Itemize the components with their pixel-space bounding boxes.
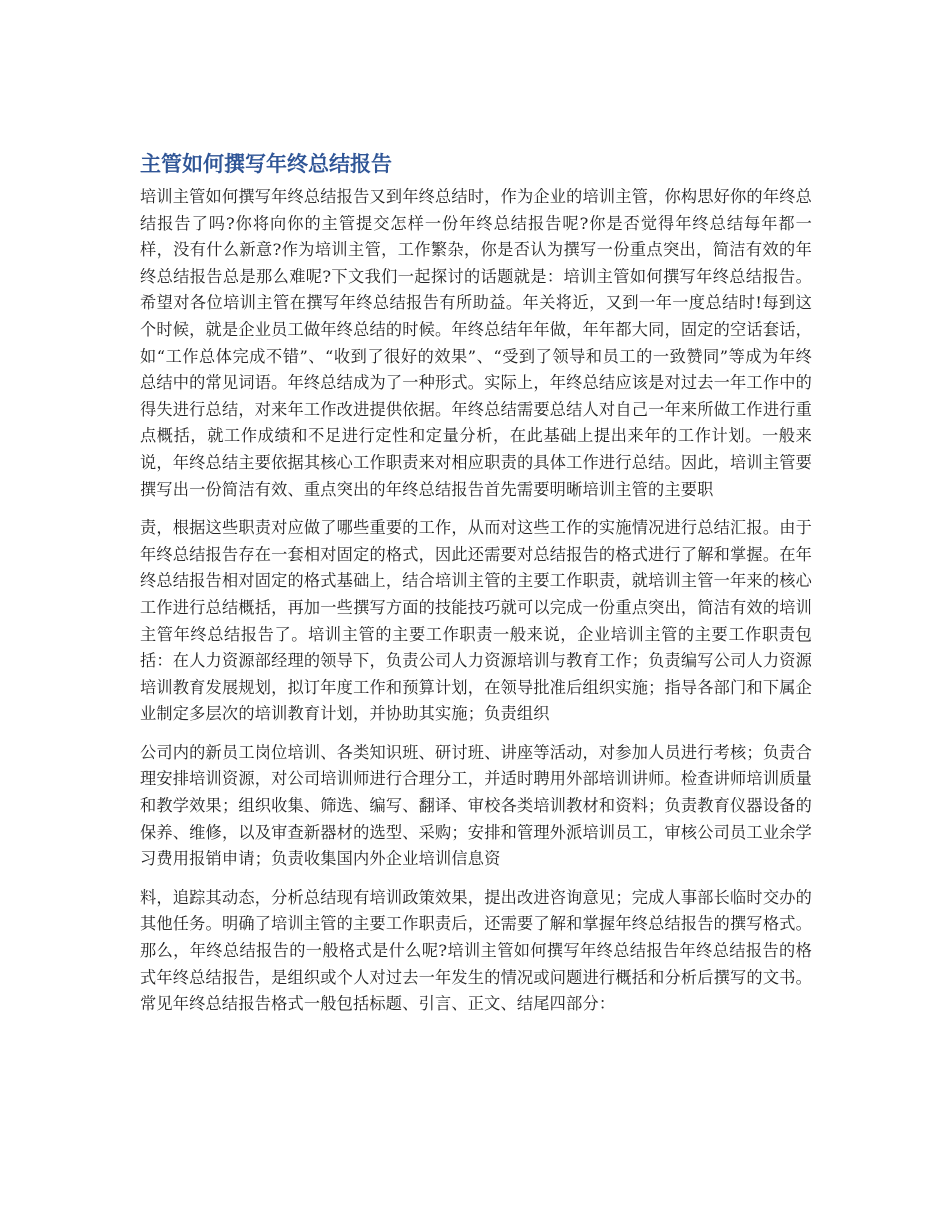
paragraph: 培训主管如何撰写年终总结报告又到年终总结时，作为企业的培训主管，你构思好你的年终总结报告了吗?你将向你的主管提交怎样一份年终总结报告呢?你是否觉得年终总结每年都一样，没有什么新意?作为培训主管，工作繁杂，你是否认为撰写一份重点突出，简洁有效的年终总结报告总是那么难呢?下文我们一起探讨的话题就是：培训主管如何撰写年终总结报告。希望对各位培训主管在撰写年终总结报告有所助益。年关将近，又到一年一度总结时!每到这个时候，就是企业员工做年终总结的时候。年终总结年年做，年年都大同，固定的空话套话，如“工作总体完成不错”、“收到了很好的效果”、“受到了领导和员工的一致赞同”等成为年终总结中的常见词语。年终总结成为了一种形式。实际上，年终总结应该是对过去一年工作中的得失进行总结，对来年工作改进提供依据。年终总结需要总结人对自己一年来所做工作进行重点概括，就工作成绩和不足进行定性和定量分析，在此基础上提出来年的工作计划。一般来说，年终总结主要依据其核心工作职责来对相应职责的具体工作进行总结。因此，培训主管要撰写出一份简洁有效、重点突出的年终总结报告首先需要明晰培训主管的主要职 — [140, 187, 812, 499]
paragraph: 料，追踪其动态，分析总结现有培训政策效果，提出改进咨询意见；完成人事部长临时交办的其他任务。明确了培训主管的主要工作职责后，还需要了解和掌握年终总结报告的撰写格式。那么，年终总结报告的一般格式是什么呢?培训主管如何撰写年终总结报告年终总结报告的格式年终总结报告，是组织或个人对过去一年发生的情况或问题进行概括和分析后撰写的文书。常见年终总结报告格式一般包括标题、引言、正文、结尾四部分： — [140, 887, 812, 1014]
paragraph: 公司内的新员工岗位培训、各类知识班、研讨班、讲座等活动，对参加人员进行考核；负责合理安排培训资源，对公司培训师进行合理分工，并适时聘用外部培训讲师。检查讲师培训质量和教学效果；组织收集、筛选、编写、翻译、审校各类培训教材和资料；负责教育仪器设备的保养、维修，以及审查新器材的选型、采购；安排和管理外派培训员工，审核公司员工业余学习费用报销申请；负责收集国内外企业培训信息资 — [140, 742, 812, 869]
document-title: 主管如何撰写年终总结报告 — [140, 152, 392, 176]
document-body — [140, 148, 812, 1018]
paragraph: 责，根据这些职责对应做了哪些重要的工作，从而对这些工作的实施情况进行总结汇报。由于年终总结报告存在一套相对固定的格式，因此还需要对总结报告的格式进行了解和掌握。在年终总结报告相对固定的格式基础上，结合培训主管的主要工作职责，就培训主管一年来的核心工作进行总结概括，再加一些撰写方面的技能技巧就可以完成一份重点突出，简洁有效的培训主管年终总结报告了。培训主管的主要工作职责一般来说，企业培训主管的主要工作职责包括：在人力资源部经理的领导下，负责公司人力资源培训与教育工作；负责编写公司人力资源培训教育发展规划，拟订年度工作和预算计划，在领导批准后组织实施；指导各部门和下属企业制定多层次的培训教育计划，并协助其实施；负责组织 — [140, 518, 812, 724]
